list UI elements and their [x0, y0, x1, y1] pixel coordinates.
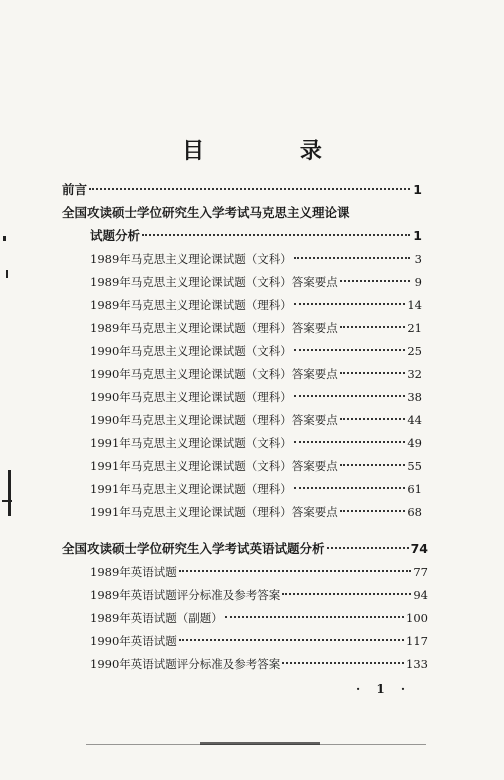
page-number: · 1 ·	[356, 682, 412, 696]
toc-entry[interactable]	[90, 387, 422, 407]
toc-entry[interactable]	[90, 479, 422, 499]
toc-entry-label: 1990年英语试题	[90, 634, 177, 648]
toc-entry[interactable]	[90, 226, 422, 246]
dot-leader	[294, 487, 406, 489]
toc-entry-label: 1990年马克思主义理论课试题（文科）答案要点	[90, 367, 338, 381]
toc-entry-label: 1989年英语试题评分标准及参考答案	[90, 588, 281, 602]
toc-entry[interactable]	[90, 562, 428, 582]
toc-entry-page: 68	[407, 505, 422, 519]
toc-entry[interactable]	[90, 433, 422, 453]
toc-entry[interactable]	[62, 180, 422, 200]
toc-entry[interactable]	[90, 318, 422, 338]
dot-leader	[225, 616, 404, 618]
toc-entry-page: 1	[413, 182, 422, 197]
toc-entry-label: 1989年英语试题	[90, 565, 177, 579]
toc-entry-label: 1991年马克思主义理论课试题（文科）答案要点	[90, 459, 338, 473]
toc-entry[interactable]	[90, 249, 422, 269]
toc-entry[interactable]	[90, 364, 422, 384]
scan-mark	[200, 742, 320, 745]
dot-leader	[282, 593, 411, 595]
toc-entry-label: 1991年马克思主义理论课试题（理科）答案要点	[90, 505, 338, 519]
toc-entry-page: 1	[413, 228, 422, 243]
toc-entry-label: 1989年马克思主义理论课试题（理科）	[90, 298, 292, 312]
toc-entry[interactable]	[90, 631, 428, 651]
toc-entry-label: 1991年马克思主义理论课试题（理科）	[90, 482, 292, 496]
toc-entry-page: 117	[406, 634, 428, 648]
toc-entry[interactable]	[90, 654, 428, 674]
scan-mark	[8, 470, 11, 516]
toc-entry[interactable]	[90, 608, 428, 628]
dot-leader	[294, 257, 410, 259]
toc-entry[interactable]	[90, 502, 422, 522]
dot-leader	[179, 639, 404, 641]
toc-entry-page: 133	[406, 657, 428, 671]
toc-entry-label: 1991年马克思主义理论课试题（文科）	[90, 436, 292, 450]
toc-entry-page: 25	[407, 344, 422, 358]
dot-leader	[282, 662, 404, 664]
toc-entry[interactable]	[90, 272, 422, 292]
dot-leader	[294, 303, 406, 305]
scan-mark	[2, 500, 12, 502]
toc-entry-page: 21	[407, 321, 422, 335]
toc-entry-page: 74	[410, 541, 428, 556]
dot-leader	[294, 441, 406, 443]
dot-leader	[294, 395, 406, 397]
toc-entry[interactable]	[90, 410, 422, 430]
toc-entry-label: 1989年英语试题（副题）	[90, 611, 223, 625]
toc-entry-label: 1990年英语试题评分标准及参考答案	[90, 657, 281, 671]
scan-mark	[6, 270, 8, 278]
toc-entry[interactable]	[90, 585, 428, 605]
dot-leader	[89, 188, 410, 190]
dot-leader	[340, 510, 406, 512]
toc-entry-page: 14	[407, 298, 422, 312]
toc-entry[interactable]	[90, 341, 422, 361]
scan-mark	[3, 236, 6, 241]
toc-entry-page: 9	[414, 275, 422, 289]
dot-leader	[340, 372, 406, 374]
dot-leader	[179, 570, 412, 572]
toc-entry-page: 94	[413, 588, 428, 602]
page-title: 目 录	[182, 138, 366, 164]
toc-entry-label: 全国攻读硕士学位研究生入学考试马克思主义理论课	[62, 205, 350, 220]
toc-entry-label: 1990年马克思主义理论课试题（理科）答案要点	[90, 413, 338, 427]
dot-leader	[340, 280, 410, 282]
toc-entry-label: 1990年马克思主义理论课试题（文科）	[90, 344, 292, 358]
toc-entry-label: 试题分析	[90, 228, 141, 243]
toc-entry-page: 77	[413, 565, 428, 579]
toc-entry-page: 100	[406, 611, 428, 625]
toc-entry-page: 55	[407, 459, 422, 473]
toc-entry-label: 1989年马克思主义理论课试题（理科）答案要点	[90, 321, 338, 335]
toc-entry[interactable]	[90, 456, 422, 476]
toc-entry-page: 32	[407, 367, 422, 381]
toc-entry[interactable]	[62, 539, 428, 559]
dot-leader	[294, 349, 406, 351]
dot-leader	[340, 418, 406, 420]
dot-leader	[340, 326, 406, 328]
dot-leader	[340, 464, 406, 466]
toc-entry-page: 38	[407, 390, 422, 404]
toc-entry-page: 61	[407, 482, 422, 496]
toc-entry[interactable]	[90, 295, 422, 315]
toc-section-heading[interactable]	[62, 203, 422, 223]
toc-entry-label: 全国攻读硕士学位研究生入学考试英语试题分析	[62, 541, 325, 556]
toc-entry-label: 1990年马克思主义理论课试题（理科）	[90, 390, 292, 404]
toc-entry-label: 1989年马克思主义理论课试题（文科）答案要点	[90, 275, 338, 289]
toc-entry-page: 49	[407, 436, 422, 450]
toc-entry-label: 前言	[62, 182, 88, 197]
toc-entry-label: 1989年马克思主义理论课试题（文科）	[90, 252, 292, 266]
toc-entry-page: 44	[407, 413, 422, 427]
dot-leader	[327, 547, 409, 549]
toc-entry-page: 3	[414, 252, 422, 266]
dot-leader	[142, 234, 410, 236]
